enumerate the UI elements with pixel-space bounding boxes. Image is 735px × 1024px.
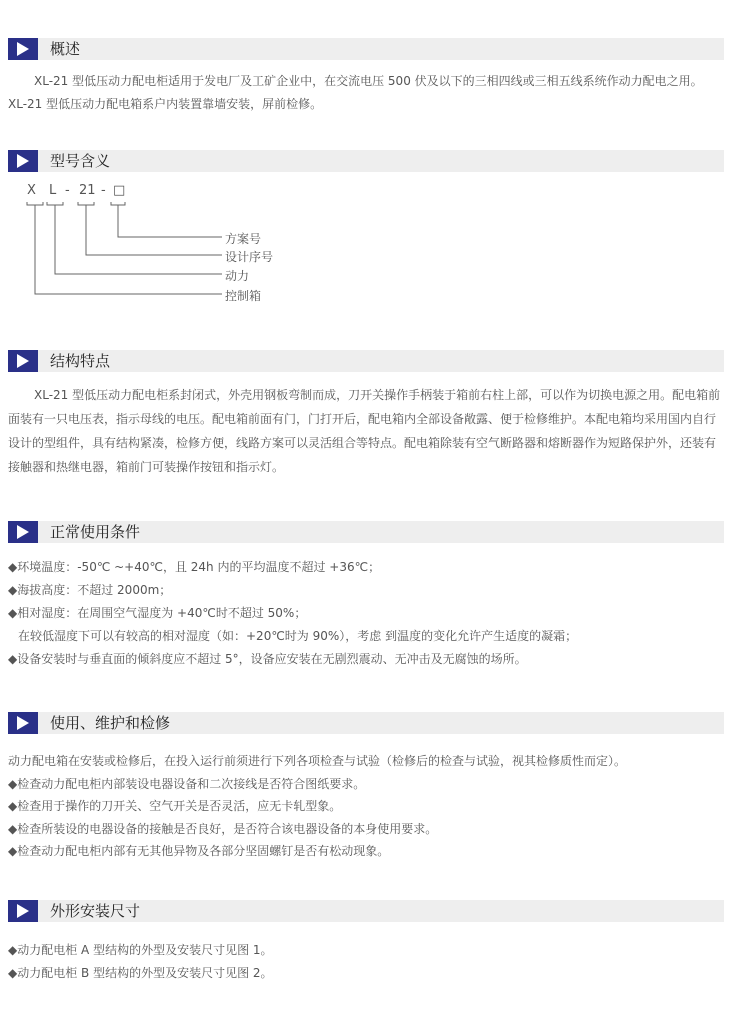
section-header-conditions <box>8 521 724 543</box>
section-header-dimensions <box>8 900 724 922</box>
play-icon <box>8 900 38 922</box>
section-title: 正常使用条件 <box>50 523 141 541</box>
section-title: 外形安装尺寸 <box>50 902 141 920</box>
section-header-structure <box>8 350 724 372</box>
maintenance-item: ◆检查动力配电柜内部装设电器设备和二次接线是否符合图纸要求。 <box>8 777 366 791</box>
section-title: 概述 <box>50 40 81 58</box>
dimensions-item: ◆动力配电柜 B 型结构的外型及安装尺寸见图 2。 <box>8 966 273 980</box>
model-code-brackets <box>0 0 735 320</box>
code-char-21: 21 <box>79 183 96 198</box>
play-icon <box>8 712 38 734</box>
code-dash-1: - <box>65 183 70 198</box>
code-char-x: X <box>27 183 36 198</box>
maintenance-item: 动力配电箱在安装或检修后，在投入运行前须进行下列各项检查与试验（检修后的检查与试验，视其检修质性而定）。 <box>8 754 627 768</box>
section-title: 结构特点 <box>50 352 111 370</box>
code-dash-2: - <box>101 183 106 198</box>
condition-item: 在较低湿度下可以有较高的相对湿度（如：+20℃时为 90%），考虑 到温度的变化允许产生适度的凝霜； <box>18 629 578 643</box>
overview-paragraph-2: XL-21 型低压动力配电箱系户内装置靠墙安装，屏前检修。 <box>8 97 323 111</box>
maintenance-item: ◆检查动力配电柜内部有无其他异物及各部分坚固螺钉是否有松动现象。 <box>8 844 390 858</box>
maintenance-item: ◆检查用于操作的刀开关、空气开关是否灵活，应无卡轧型象。 <box>8 799 342 813</box>
condition-item: ◆设备安装时与垂直面的倾斜度应不超过 5°，设备应安装在无剧烈震动、无冲击及无腐蚀的场所。 <box>8 652 527 666</box>
legend-control-box: 控制箱 <box>225 289 262 303</box>
condition-item: ◆环境温度：-50℃ ~+40℃，且 24h 内的平均温度不超过 +36℃； <box>8 560 381 574</box>
play-icon <box>8 521 38 543</box>
legend-scheme: 方案号 <box>225 232 262 246</box>
section-title: 使用、维护和检修 <box>50 714 171 732</box>
section-header-maintenance <box>8 712 724 734</box>
dimensions-item: ◆动力配电柜 A 型结构的外型及安装尺寸见图 1。 <box>8 943 273 957</box>
overview-paragraph-1: XL-21 型低压动力配电柜适用于发电厂及工矿企业中，在交流电压 500 伏及以下的三相四线或三相五线系统作动力配电之用。 <box>34 74 703 88</box>
condition-item: ◆相对湿度：在周围空气湿度为 +40℃时不超过 50%； <box>8 606 307 620</box>
condition-item: ◆海拔高度：不超过 2000m； <box>8 583 172 597</box>
legend-design-no: 设计序号 <box>225 250 274 264</box>
structure-paragraph: XL-21 型低压动力配电柜系封闭式，外壳用钢板弯制而成，刀开关操作手柄装于箱前右柱上部，可以作为切换电源之用。配电箱前面装有一只电压表，指示母线的电压。配电箱前面有门，门打开后，配电箱内全部设备敞露、便于检修维护。本配电箱均采用国内自行设计的型组件，具有结构紧凑，检修方便，线路方案可以灵活组合等特点。配电箱除装有空气断路器和熔断器作为短路保护外，还装有接触器和热继电器，箱前门可装操作按钮和指示灯。 <box>8 388 721 474</box>
play-icon <box>8 350 38 372</box>
code-char-l: L <box>49 183 57 198</box>
section-title: 型号含义 <box>50 152 111 170</box>
code-char-box: □ <box>113 183 126 198</box>
legend-power: 动力 <box>225 269 250 283</box>
maintenance-item: ◆检查所装设的电器设备的接触是否良好，是否符合该电器设备的本身使用要求。 <box>8 822 438 836</box>
